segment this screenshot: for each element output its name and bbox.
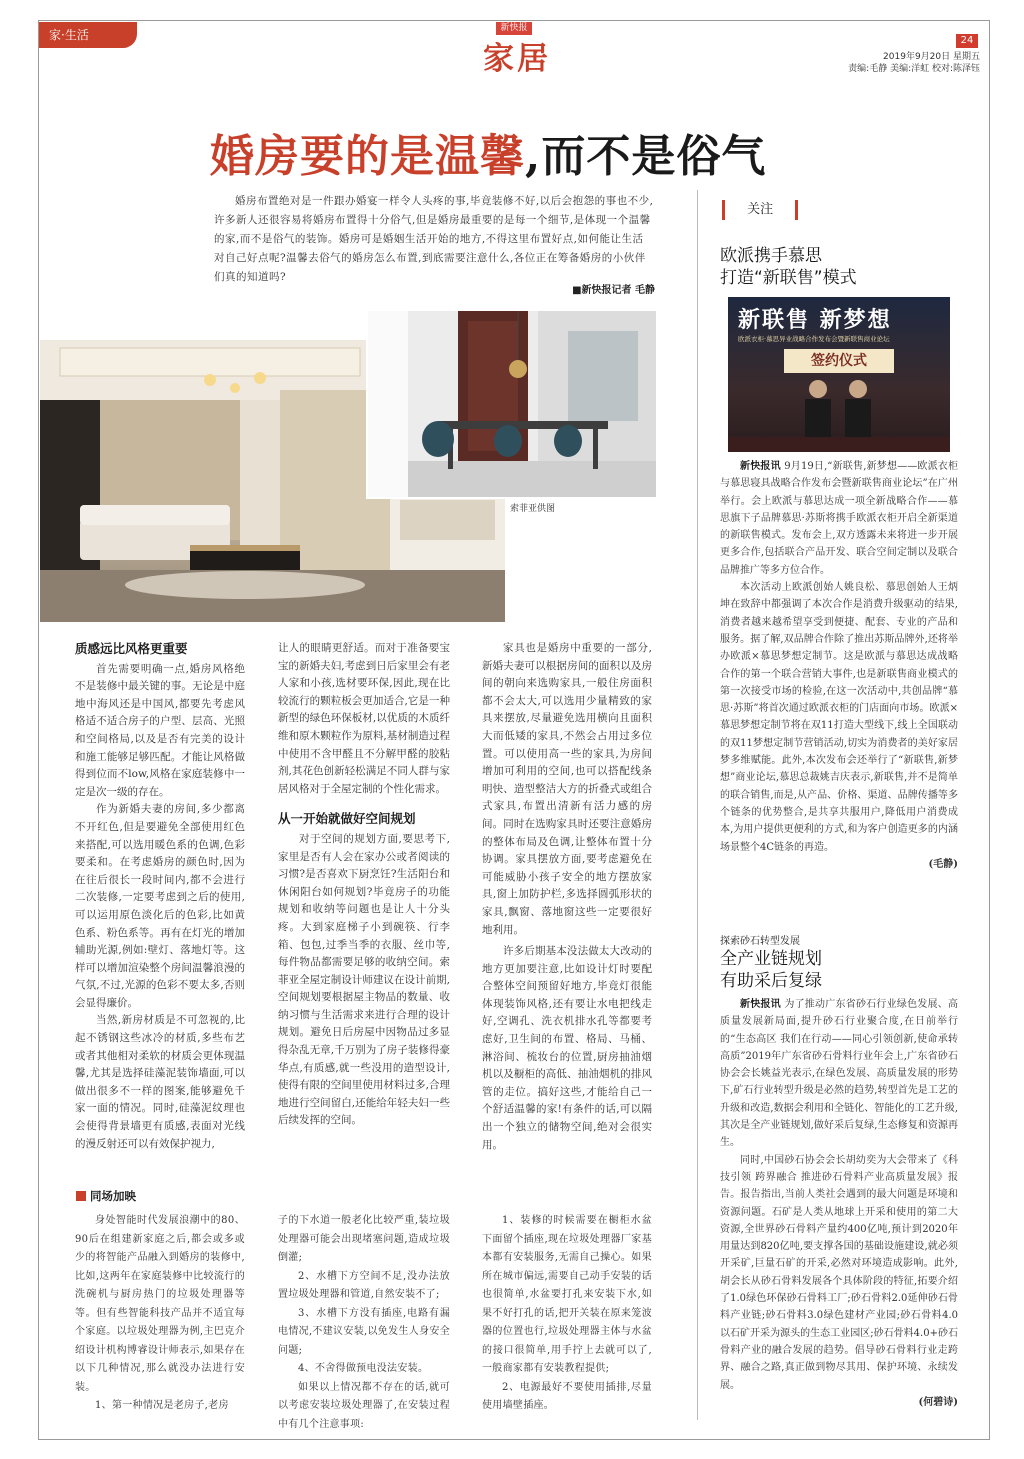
play-marker-icon — [76, 1191, 86, 1201]
lead-paragraph: 婚房布置绝对是一件跟办婚宴一样令人头疼的事,毕竟装修不好,以后会抱怨的事也不少,许多新人还很容易将婚房布置得十分俗气,但是婚房最重要的是每一个细节,是体现一个温馨的家,而不是俗气的装饰。婚房可是婚姻生活开始的地方,不得这里布置好点,如何能让生活对自己好点呢?温馨去俗气的婚房怎么布置,到底需要注意什么,各位正在筹备婚房的小伙伴们真的知道吗? — [214, 195, 654, 283]
paragraph: 如果以上情况都不存在的话,就可以考虑安装垃圾处理器了,在安装过程中有几个注意事项: — [278, 1381, 450, 1430]
label-bar-left — [722, 200, 725, 220]
dining-room-illustration — [368, 311, 656, 497]
headline-part-black: ,而不是俗气 — [525, 131, 767, 182]
paragraph — [720, 458, 958, 579]
paragraph: 1、装修的时候需要在橱柜水盆下面留个插座,现在垃圾处理器厂家基本都有安装服务,无需自己操心。如果所在城市偏远,需要自己动手安装的话也很简单,水盆要打孔来安装下水,如果不好打孔的话,把开关装在原来笼波器的位置也行,垃圾处理器主体与水盆的接口很简单,用手拧上去就可以了,一般商家都有安装教程提供; — [482, 1215, 652, 1374]
paragraph: 3、水槽下方没有插座,电路有漏电情况,不建议安装,以免发生人身安全问题; — [278, 1307, 450, 1356]
story2-title-line: 有助采后复绿 — [720, 971, 822, 991]
box-title-text: 同场加映 — [90, 1189, 136, 1203]
lead-tag: 新快报讯 — [740, 999, 781, 1010]
paragraph: 对于空间的规划方面,要思考下,家里是否有人会在家办公或者阅读的习惯?是否喜欢下厨烹饪?生活阳台和休闲阳台如何规划?毕竟房子的功能规划和收纳等问题也是让人十分头疼。大到家庭梯子小到碗筷、行李箱、包包,过季当季的衣服、丝巾等,每件物品都需要足够的收纳空间。索菲亚全屋定制设计师建议在设计前期,空间规划要根据屋主物品的数量、收纳习惯与生活需求来进行合理的设计规划。避免日后房屋中因物品过多显得杂乱无章,千万别为了房子装修得豪华点,有质感,就一些没用的造型设计,使得有限的空间里使用材料过多,合理地进行空间留白,还能给年轻夫妇一些后续发挥的空间。 — [278, 832, 450, 1127]
story2-kicker: 探索砂石转型发展 — [720, 936, 800, 947]
page-number: 24 — [956, 34, 978, 48]
story1-title-line: 欧派携手慕思 — [720, 246, 822, 266]
paragraph: 子的下水道一般老化比较严重,装垃圾处理器可能会出现堵塞问题,造成垃圾倒灌; — [278, 1215, 450, 1263]
signing-board: 签约仪式 — [784, 349, 894, 373]
headline — [210, 120, 820, 184]
body-column-3 — [482, 640, 652, 1154]
paragraph: 当然,新房材质是不可忽视的,比起不锈钢这些冰冷的材质,多些布艺或者其他相对柔软的材质会更体现温馨,尤其是选择硅藻泥装饰墙面,可以做出很多不一样的图案,能够避免千家一面的情况。同时,硅藻泥纹理也会使得背景墙更有质感,表面对光线的漫反射还可以有效保护视力, — [75, 1014, 245, 1150]
story2-body — [720, 996, 958, 1411]
paragraph: 作为新婚夫妻的房间,多少都离不开红色,但是要避免全部使用红色来搭配,可以选用暖色系的色调,色彩要柔和。在考虑婚房的颜色时,因为在往后很长一段时间内,都不会进行二次装修,一定要考虑到之后的使用,可以运用原色淡化后的色彩,比如黄色系、粉色系等。再有在灯光的增加辅助光源,例如:壁灯、落地灯等。这样可以增加渲染整个房间温馨浪漫的气氛,不过,光源的色彩不要太多,否则会显得廉价。 — [75, 803, 245, 1009]
paragraph: 2、水槽下方空间不足,没办法放置垃圾处理器和管道,自然安装不了; — [278, 1270, 450, 1300]
lead-tag: 新快报讯 — [740, 461, 781, 472]
paragraph — [720, 996, 958, 1152]
story2-title-line: 全产业链规划 — [720, 949, 822, 969]
label-bar-right — [795, 200, 798, 220]
sidebar-box-title — [76, 1188, 136, 1204]
author-signature: (何碧诗) — [918, 1396, 958, 1408]
byline: ■新快报记者 毛静 — [572, 285, 655, 296]
column-title: 家居 — [483, 41, 551, 77]
paragraph: 本次活动上欧派创始人姚良松、慕思创始人王炳坤在致辞中都强调了本次合作是消费升级驱动的结果,消费者越来越希望享受到便捷、配套、专业的产品和服务。据了解,双品牌合作除了推出苏斯品牌外,还将举办欧派×慕思梦想定制节。这是欧派与慕思达成战略合作的第一个联合营销大事件,也是新联售商业模式的第一次接受市场的检验,在这一次活动中,共创品牌“慕思·苏斯”将首次通过欧派衣柜的门店面向市场。欧派×慕思梦想定制节将在双11打造大型线下,线上全国联动的双11梦想定制节营销活动,切实为消费者的美好家居梦多维赋能。此外,本次发布会还举行了“新联售,新梦想”商业论坛,慕思总裁姚吉庆表示,新联售,并不是简单的联合销售,而是,从产品、价格、渠道、品牌传播等多个链条的优势整合,是共享共服用户,降低用户消费成本,为用户提供更便利的方式,和为客户创造更多的内涵场景整个4C链条的再造。 — [720, 582, 958, 853]
section-heading-1: 质感远比风格更重要 — [75, 641, 188, 656]
link-column-1 — [75, 1212, 245, 1416]
issue-date: 2019年9月20日 星期五 — [883, 52, 980, 62]
editor-credits: 责编:毛静 美编:洋虹 校对:陈泽钰 — [848, 64, 980, 74]
section-heading-2: 从一开始就做好空间规划 — [278, 811, 416, 827]
newspaper-logo: 新快报 — [496, 22, 532, 35]
link-column-3 — [482, 1212, 652, 1416]
paragraph: 家具也是婚房中重要的一部分,新婚夫妻可以根据房间的面积以及房间的朝向来选购家具,一般住房面积都不会太大,可以选用少量精致的家具来摆放,尽量避免选用横向且面积大而低矮的家具,不然会占用过多位置。可以使用高一些的家具,为房间增加可利用的空间,也可以搭配线条明快、造型整洁大方的折叠式或组合式家具,布置出清新有活力感的房间。同时在选购家具时还要注意婚房的整体布局及色调,让整体布置十分协调。家具摆放方面,要考虑避免在可能威胁小孩子安全的地方摆放家具,窗上加防护栏,多选择圆弧形状的家具,飘窗、落地窗这些一定要很好地利用。 — [482, 642, 652, 936]
banner-sub-text: 欧派衣柜·慕思异业战略合作发布会暨新联售商业论坛 — [738, 335, 890, 343]
dining-room-photo — [366, 309, 658, 499]
headline-part-red: 婚房要的是温馨 — [210, 131, 525, 182]
paragraph: 4、不舍得做预电没法安装。 — [298, 1363, 429, 1374]
paragraph-text: 9月19日,“新联售,新梦想——欧派衣柜与慕思寝具战略合作发布会暨新联售商业论坛”在广州举行。会上欧派与慕思达成一项全新战略合作——慕思旗下子品牌慕思·苏斯将携手欧派衣柜开启全新渠道的新联售模式。发布会上,双方透露未来将进一步开展更多合作,包括联合产品开发、联合空间定制以及联合品牌推广等多方位合作。 — [720, 461, 958, 576]
paragraph: 同时,中国砂石协会会长胡幼奕为大会带来了《科技引领 跨界融合 推进砂石骨料产业高质量发展》报告。报告指出,当前人类社会遇到的最大问题是环境和资源问题。石矿是人类从地球上开采和使用的第二大资源,全世界砂石骨料产量约400亿吨,预计到2020年用量达到820亿吨,要支撑各国的基础设施建设,就必须开采矿,巨量石矿的开采,必然对环境造成影响。此外,胡会长从砂石骨料发展各个具体阶段的特征,拓要介绍了1.0绿色环保砂石骨料工厂;砂石骨料2.0延伸砂石骨料产业链;砂石骨料3.0绿色建材产业园;砂石骨料4.0以石矿开采为源头的生态工业园区;砂石骨料4.0+砂石骨料产业的融合发展的趋势。倡导砂石骨料行业走跨界、融合之路,真正做到物尽其用、保护环境、永续发展。 — [720, 1154, 958, 1391]
column-divider — [697, 190, 698, 1420]
paragraph: 许多后期基本没法做太大改动的地方更加要注意,比如设计灯时要配合整体空间预留好地方,毕竟灯很能体现装饰风格,还有要让水电把线走好,空调孔、洗衣机排水孔等都要考虑好,卫生间的布置、格局、马桶、淋浴间、梳妆台的位置,厨房抽油烟机以及橱柜的高低、抽油烟机的排风管的走位。搞好这些,才能给自己一个舒适温馨的家!有条件的话,可以隔出一个独立的储物空间,绝对会很实用。 — [482, 945, 652, 1151]
people-silhouettes — [728, 297, 950, 452]
story1-title — [720, 245, 857, 289]
paragraph: 首先需要明确一点,婚房风格绝不是装修中最关键的事。无论是中庭地中海风还是中国风,都要先考虑风格适不适合房子的户型、层高、光照和空间格局,以及是否有完美的设计和施工能够足够匹配。才能让风格做得到位而不low,风格在家庭装修中一定是次一级的存在。 — [75, 662, 245, 798]
banner-big-text: 新联售 新梦想 — [738, 308, 892, 333]
paragraph: 身处智能时代发展浪潮中的80、90后在组建新家庭之后,都会或多或少的将智能产品融入到婚房的装修中,比如,这两年在家庭装修中比较流行的洗碗机与厨房热门的垃圾处理器等等。但有些智能科技产品并不适宜每个家庭。以垃圾处理器为例,主巴克介绍设计机构博睿设计师表示,如果存在以下几种情况,那么就没办法进行安装。 — [75, 1215, 245, 1393]
story2-title — [720, 948, 822, 992]
sidebar-label-text: 关注 — [747, 202, 774, 217]
story1-body — [720, 458, 958, 873]
paragraph: 让人的眼睛更舒适。而对于准备要宝宝的新婚夫妇,考虑到日后家里会有老人家和小孩,选材要环保,因此,现在比较流行的颗粒板会更加适合,它是一种新型的绿色环保板材,以优质的木质纤维和原木颗粒作为原料,基材制造过程中使用不含甲醛且不分解甲醛的胶粘剂,其花色创新轻松满足不同人群与家居风格对于全屋定制的个性化需求。 — [278, 642, 450, 795]
paragraph: 1、第一种情况是老房子,老房 — [95, 1400, 229, 1411]
section-tab: 家·生活 — [39, 22, 137, 48]
body-column-2 — [278, 640, 450, 1130]
body-column-1 — [75, 640, 245, 1153]
photo-caption: 索菲亚供图 — [510, 504, 556, 514]
signing-ceremony-photo — [728, 297, 950, 452]
link-column-2 — [278, 1212, 450, 1434]
author-signature: (毛静) — [928, 858, 958, 870]
sidebar-label — [722, 198, 798, 220]
paragraph-text: 为了推动广东省砂石行业绿色发展、高质量发展新局面,提升砂石行业聚合度,在日前举行的“生态高区 我们在行动——同心引领创新,使命承转高质”2019年广东省砂石骨料行业年会上,广东省砂石协会会长姚益光表示,在绿色发展、高质量发展的形势下,矿石行业转型升级是必然的趋势,转型首先是工艺的升级和改造,数据会利用和全链化、智能化的工艺升级,其次是全产业链规划,做好采后复绿,生态修复和资源再生。 — [720, 999, 959, 1149]
paragraph: 2、电源最好不要使用插排,尽量使用墙壁插座。 — [482, 1381, 652, 1411]
story1-title-line: 打造“新联售”模式 — [720, 268, 857, 288]
